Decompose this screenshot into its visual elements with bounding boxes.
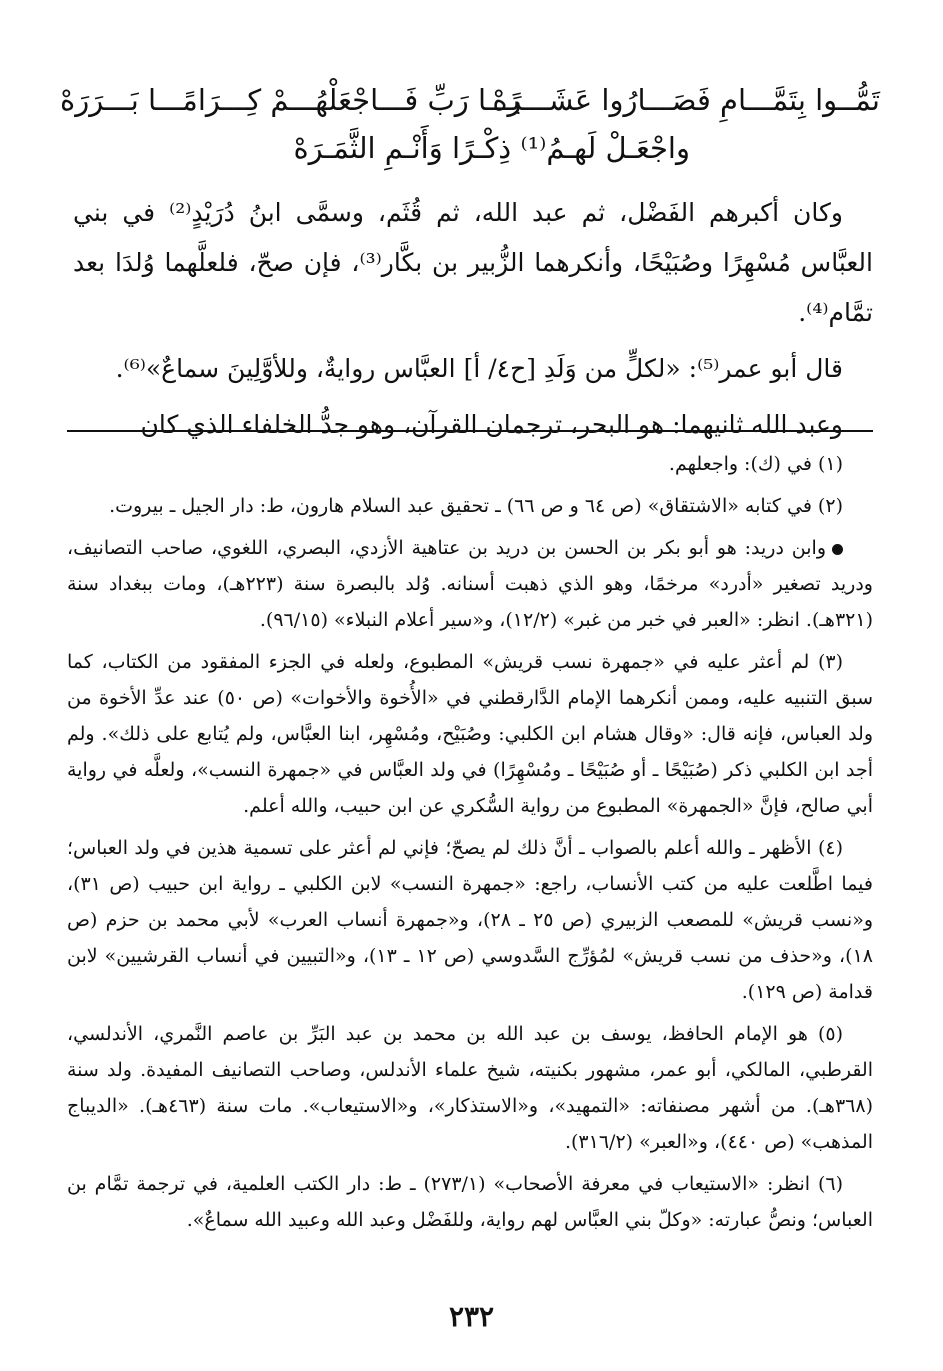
main-paragraph-2: قال أبو عمر⁽⁵⁾: «لكلٍّ من وَلَدِ [ح٤/ أ] العبَّاس روايةٌ، وللأوَّلِينَ سماعٌ»⁽⁶⁾. (115, 354, 843, 383)
footnote-2-bio-text: وابن دريد: هو أبو بكر بن الحسن بن دريد بن عتاهية الأزدي، البصري، اللغوي، صاحب التصانيف، ودريد تصغير «أدرد» مرخمًا، وهو الذي ذهبت أسنانه. وُلد بالبصرة سنة (٢٢٣هـ)، ومات ببغداد سنة (٣٢١هـ). انظر: «العبر في خبر من غبر» (١٢/٢)، و«سير أعلام النبلاء» (٩٦/١٥). (67, 537, 873, 631)
footnote-1: (١) في (ك): واجعلهم. (668, 453, 843, 475)
bullet-icon (832, 544, 843, 555)
footnote-5: (٥) هو الإمام الحافظ، يوسف بن عبد الله بن محمد بن عبد البَرِّ بن عاصم النَّمري، الأندلسي، القرطبي، المالكي، أبو عمر، مشهور بكنيته، شيخ علماء الأندلس، وصاحب التصانيف المفيدة. ولد سنة (٣٦٨هـ). من أشهر مصنفاته: «التمهيد»، و«الاستذكار»، و«الاستيعاب». مات سنة (٤٦٣هـ). «الديباج المذهب» (ص ٤٤٠)، و«العبر» (٣١٦/٢). (67, 1023, 873, 1153)
poem-verse-1-first-hemistich: تَمُّــوا بِتَمَّـــامِ فَصَـــارُوا عَشَـــرَهْ (492, 83, 880, 117)
footnotes (67, 446, 873, 1244)
page-number: ٢٣٢ (448, 1300, 495, 1333)
footnote-divider (67, 430, 873, 432)
main-paragraph-1: وكان أكبرهم الفَضْل، ثم عبد الله، ثم قُثَم، وسمَّى ابنُ دُرَيْدٍ⁽²⁾ في بني العبَّاس مُسْهِرًا وصُبَيْحًا، وأنكرهما الزُّبير بن بكَّار⁽³⁾، فإن صحّ، فلعلَّهما وُلدَا بعد تمَّام⁽⁴⁾. (73, 198, 873, 327)
main-text (73, 188, 873, 456)
main-paragraph-3: وعبد الله ثانيهما: هو البحر، ترجمان القرآن، وهو جدُّ الخلفاء الذي كان (140, 410, 843, 439)
footnote-6: (٦) انظر: «الاستيعاب في معرفة الأصحاب» (٢٧٣/١) ـ ط: دار الكتب العلمية، في ترجمة تمَّام بن العباس؛ ونصُّ عبارته: «وكلّ بني العبَّاس لهم رواية، وللفَضْل وعبد الله وعبيد الله سماعٌ». (67, 1173, 873, 1231)
poem-verse-1 (60, 80, 880, 124)
poem-verse-1-second-hemistich: يَـــا رَبِّ فَـــاجْعَلْهُـــمْ كِـــرَامًـــا بَـــرَرَهْ (60, 83, 521, 117)
footnote-2: (٢) في كتابه «الاشتقاق» (ص ٦٤ و ص ٦٦) ـ تحقيق عبد السلام هارون، ط: دار الجيل ـ بيروت. (109, 495, 843, 517)
footnote-3: (٣) لم أعثر عليه في «جمهرة نسب قريش» المطبوع، ولعله في الجزء المفقود من الكتاب، كما سبق التنبيه عليه، وممن أنكرهما الإمام الدَّارقطني في «الأُخوة والأخوات» (ص ٥٠) عند عدِّ الأخوة من ولد العباس، فإنه قال: «وقال هشام ابن الكلبي: وصُبَيْح، ومُسْهِر، ابنا العبَّاس، ولم يُتابع على ذلك». ولم أجد ابن الكلبي ذكر (صُبَيْحًا ـ أو صُبَيْحًا ـ ومُسْهِرًا) في ولد العبَّاس في «جمهرة النسب»، ولعلَّه في رواية أبي صالح، فإنَّ «الجمهرة» المطبوع من رواية السُّكري عن ابن حبيب، والله أعلم. (67, 651, 874, 817)
footnote-4: (٤) الأظهر ـ والله أعلم بالصواب ـ أنَّ ذلك لم يصحّ؛ فإني لم أعثر على تسمية هذين في ولد العباس؛ فيما اطَّلعت عليه من كتب الأنساب، راجع: «جمهرة النسب» لابن الكلبي ـ رواية ابن حبيب (ص ٣١)، و«نسب قريش» للمصعب الزبيري (ص ٢٥ ـ ٢٨)، و«جمهرة أنساب العرب» لأبي محمد بن حزم (ص ١٨)، و«حذف من نسب قريش» لمُؤرِّج السَّدوسي (ص ١٢ ـ ١٣)، و«التبيين في أنساب القرشيين» لابن قدامة (ص ١٢٩). (67, 837, 873, 1003)
poem-verse-2-text: واجْعَـلْ لَهـمُ⁽¹⁾ ذِكْـرًا وَأَنْـمِ الثَّمَـرَهْ (293, 131, 690, 165)
footnote-2-bio (67, 530, 873, 638)
poem-verse-2 (60, 128, 880, 172)
